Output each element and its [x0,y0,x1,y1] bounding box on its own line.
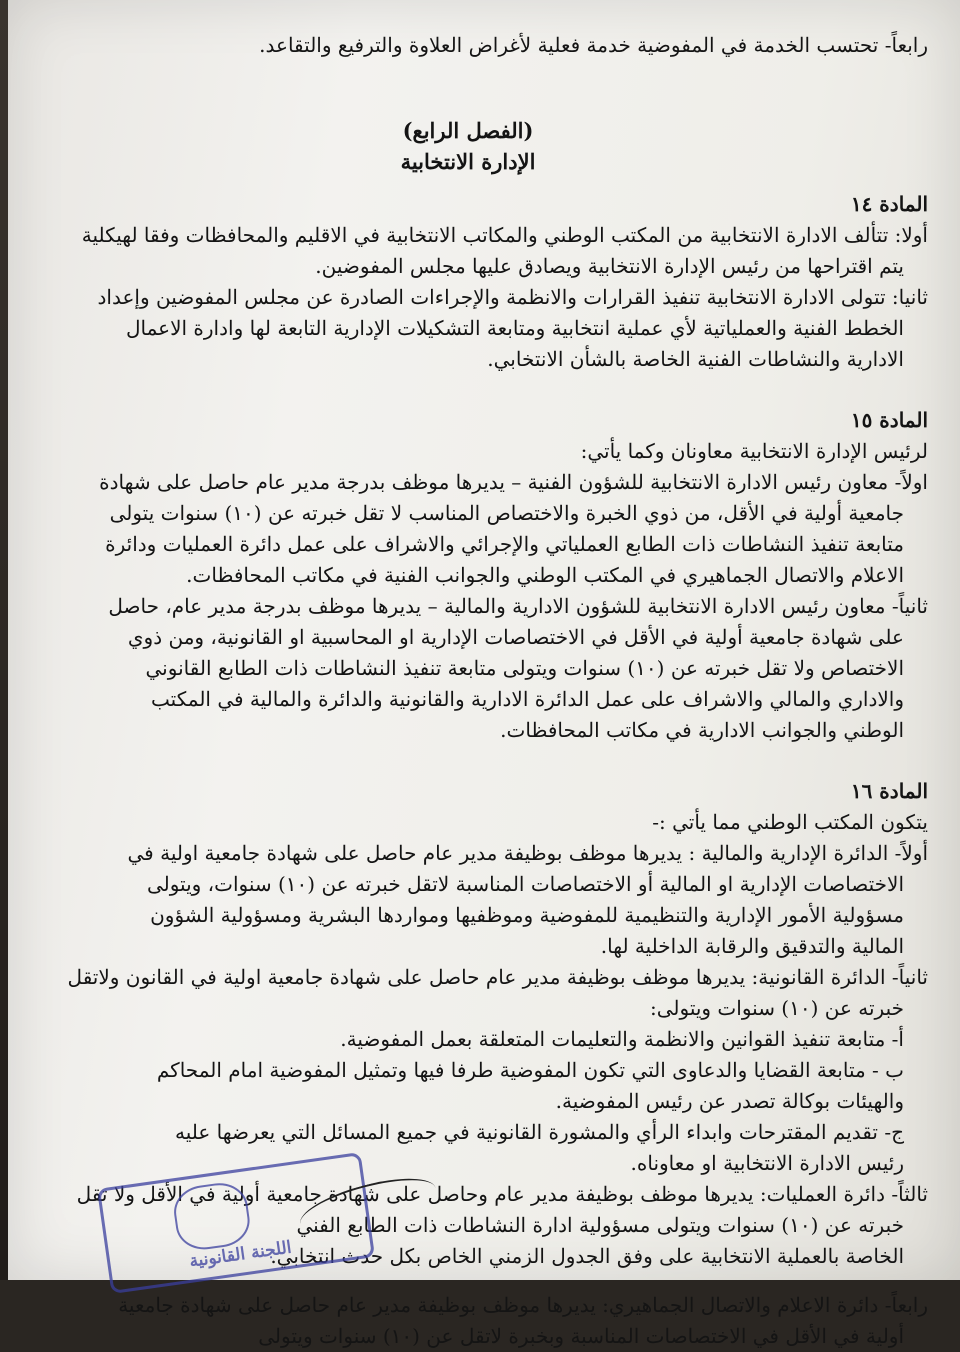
text-line: خبرته عن (١٠) سنوات ويتولى: [649,996,904,1020]
text-line: يتم اقتراحها من رئيس الإدارة الانتخابية ويصادق عليها مجلس المفوضين. [315,254,904,278]
text-line: ب - متابعة القضايا والدعاوى التي تكون المفوضية طرفا فيها وتمثيل المفوضية امام المحاكم [156,1058,904,1082]
text-line: الاختصاص ولا تقل خبرته عن (١٠) سنوات ويتولى متابعة تنفيذ النشاطات ذات الطابع القانوني [145,656,904,680]
text-line: خبرته عن (١٠) سنوات ويتولى مسؤولية ادارة النشاطات ذات الطابع الفني [296,1213,904,1237]
article-heading: المادة ١٤ [850,192,928,216]
text-line: الوطني والجوانب الادارية في مكاتب المحافظات. [500,718,904,742]
text-line: رئيس الادارة الانتخابية او معاوناه. [630,1151,904,1175]
emblem-icon [171,1179,253,1253]
text-line: أ- متابعة تنفيذ القوانين والانظمة والتعليمات المتعلقة بعمل المفوضية. [340,1027,904,1051]
article-heading: المادة ١٦ [850,779,928,803]
text-line: والاداري والمالي والاشراف على عمل الدائرة الادارية والقانونية والدائرة والمالية في المكتب [151,687,904,711]
text-line: الخاصة بالعملية الانتخابية على وفق الجدول الزمني الخاص بكل حدث انتخابي. [270,1244,904,1268]
text-line: على شهادة جامعية أولية في الأقل في الاختصاصات الإدارية او المحاسبية او القانونية، ومن ذوي [127,625,904,649]
text-line: الخطط الفنية والعملياتية لأي عملية انتخابية ومتابعة التشكيلات الإدارية التابعة لها وادارة الاعمال [125,316,904,340]
text-line: لرئيس الإدارة الانتخابية معاونان وكما يأتي: [580,439,928,463]
document-page [8,0,960,1348]
text-line: أولاً- الدائرة الإدارية والمالية : يديرها موظف بوظيفة مدير عام حاصل على شهادة جامعية اولية في [127,841,928,865]
text-line: أولية في الأقل في الاختصاصات المناسبة وبخبرة لاتقل عن (١٠) سنوات ويتولى [258,1324,904,1348]
article-heading: المادة ١٥ [850,408,928,432]
text-line: الاعلام والاتصال الجماهيري في المكتب الوطني والجوانب الفنية في مكاتب المحافظات. [186,563,904,587]
text-line: ثانياً- معاون رئيس الادارة الانتخابية للشؤون الادارية والمالية – يديرها موظف بدرجة مدير عام، حاصل [108,594,928,618]
text-line: ثالثاً- دائرة العمليات: يديرها موظف بوظيفة مدير عام وحاصل على شهادة جامعية أولية في الأقل ولا تقل [76,1182,928,1206]
stamp-label: اللجنة القانونية [188,1237,293,1272]
text-line: رابعاً- تحتسب الخدمة في المفوضية خدمة فعلية لأغراض العلاوة والترفيع والتقاعد. [259,33,928,57]
text-line: الاختصاصات الإدارية او المالية أو الاختصاصات المناسبة لاتقل خبرته عن (١٠) سنوات، ويتولى [146,872,904,896]
text-line: مسؤولية الأمور الإدارية والتنظيمية للمفوضية وموظفيها ومواردها البشرية ومسؤولية الشؤون [150,903,904,927]
chapter-number: (الفصل الرابع) [402,118,534,143]
text-line: جامعية أولية في الأقل، من ذوي الخبرة والاختصاص المناسب لا تقل خبرته عن (١٠) سنوات يتولى [109,501,904,525]
text-line: ثانياً- الدائرة القانونية: يديرها موظف بوظيفة مدير عام حاصل على شهادة جامعية اولية في القانون ولاتقل [67,965,928,989]
text-line: أولا: تتألف الادارة الانتخابية من المكتب الوطني والمكاتب الانتخابية في الاقليم والمحافظات وفقا لهيكلية [81,223,928,247]
text-line: المالية والتدقيق والرقابة الداخلية لها. [600,934,904,958]
text-line: الادارية والنشاطات الفنية الخاصة بالشأن الانتخابي. [487,347,904,371]
text-line: ج- تقديم المقترحات وابداء الرأي والمشورة القانونية في جميع المسائل التي يعرضها عليه [174,1120,904,1144]
text-line: يتكون المكتب الوطني مما يأتي :- [652,810,928,834]
text-line: ثانيا: تتولى الادارة الانتخابية تنفيذ القرارات والانظمة والإجراءات الصادرة عن مجلس المفوضين وإعداد [97,285,928,309]
text-line: متابعة تنفيذ النشاطات ذات الطابع العملياتي والإجرائي والاشراف على عمل دائرة العمليات ودائرة [105,532,904,556]
text-line: والهيئات بوكالة تصدر عن رئيس المفوضية. [555,1089,904,1113]
text-line: اولاً- معاون رئيس الادارة الانتخابية للشؤون الفنية – يديرها موظف بدرجة مدير عام حاصل على شهادة [99,470,928,494]
text-line: رابعاً- دائرة الاعلام والاتصال الجماهيري: يديرها موظف بوظيفة مدير عام حاصل على شهادة جامعية [118,1293,928,1317]
chapter-title: الإدارة الانتخابية [400,149,536,174]
document-text [48,30,928,1348]
